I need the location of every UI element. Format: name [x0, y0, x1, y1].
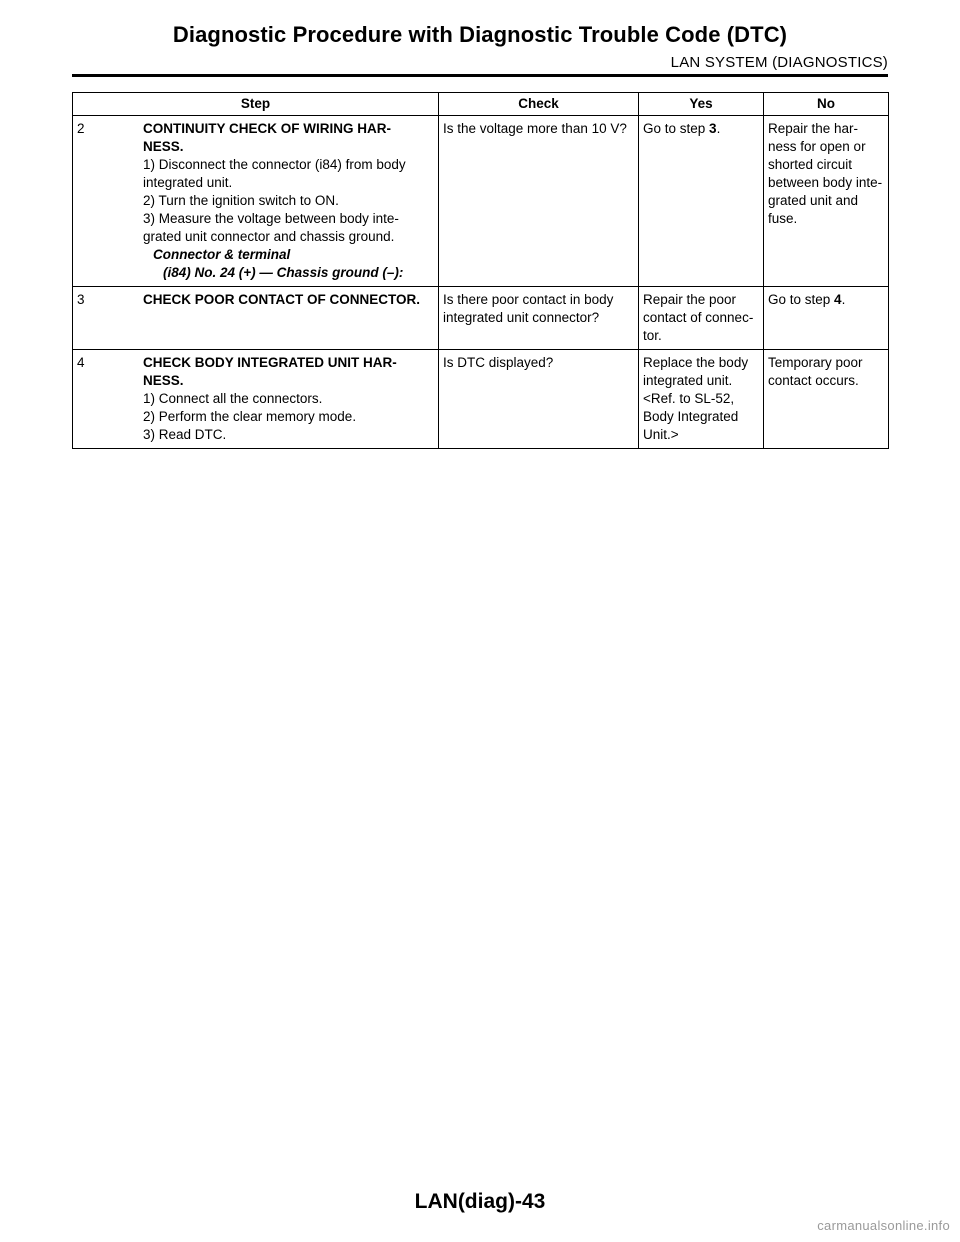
procedure-table	[72, 92, 889, 449]
column-header-yes: Yes	[639, 93, 764, 116]
page-title: Diagnostic Procedure with Diagnostic Trouble Code (DTC)	[172, 22, 788, 47]
yes-suffix: .	[716, 121, 721, 136]
table-row	[73, 287, 889, 350]
step-instruction: 3) Measure the voltage between body inte- grated unit connector and chassis ground.	[143, 211, 399, 244]
step-number: 2	[77, 121, 85, 136]
step-link[interactable]: 3	[709, 121, 717, 136]
step-title: CONTINUITY CHECK OF WIRING HAR- NESS.	[143, 121, 391, 154]
step-instruction: 2) Turn the ignition switch to ON.	[143, 193, 339, 208]
table-header-row	[73, 93, 889, 116]
no-text: Go to step	[768, 292, 835, 307]
yes-cell: Replace the body integrated unit. <Ref. to SL-52, Body Integrated Unit.>	[639, 350, 764, 449]
table-row	[73, 116, 889, 287]
page-number: LAN(diag)-43	[414, 1190, 546, 1213]
yes-cell	[639, 116, 764, 287]
connector-terminal: (i84) No. 24 (+) — Chassis ground (–):	[163, 265, 404, 280]
step-content	[143, 291, 435, 309]
step-number: 3	[77, 292, 85, 307]
step-cell	[73, 287, 439, 350]
step-content	[143, 354, 435, 444]
step-instruction: 1) Connect all the connectors.	[143, 391, 323, 406]
step-instruction: 3) Read DTC.	[143, 427, 227, 442]
column-header-no: No	[764, 93, 889, 116]
no-cell: Repair the har- ness for open or shorted circuit between body inte- grated unit and fuse.	[764, 116, 889, 287]
step-instruction: 2) Perform the clear memory mode.	[143, 409, 357, 424]
step-link[interactable]: 4	[834, 292, 842, 307]
yes-cell: Repair the poor contact of connec- tor.	[639, 287, 764, 350]
no-cell: Temporary poor contact occurs.	[764, 350, 889, 449]
watermark: carmanualsonline.info	[817, 1218, 950, 1233]
step-cell	[73, 350, 439, 449]
step-cell	[73, 116, 439, 287]
step-instruction: 1) Disconnect the connector (i84) from body integrated unit.	[143, 157, 406, 190]
connector-heading: Connector & terminal	[153, 247, 291, 262]
column-header-check: Check	[439, 93, 639, 116]
check-cell: Is DTC displayed?	[439, 350, 639, 449]
no-cell	[764, 287, 889, 350]
yes-text: Go to step	[643, 121, 710, 136]
step-title: CHECK POOR CONTACT OF CONNECTOR.	[143, 292, 421, 307]
step-number: 4	[77, 355, 85, 370]
no-suffix: .	[841, 292, 846, 307]
header-rule	[72, 74, 888, 77]
check-cell: Is there poor contact in body integrated unit connector?	[439, 287, 639, 350]
check-cell: Is the voltage more than 10 V?	[439, 116, 639, 287]
table-row	[73, 350, 889, 449]
column-header-step: Step	[73, 93, 439, 116]
step-title: CHECK BODY INTEGRATED UNIT HAR- NESS.	[143, 355, 397, 388]
section-subtitle: LAN SYSTEM (DIAGNOSTICS)	[670, 54, 888, 71]
step-content	[143, 120, 435, 282]
